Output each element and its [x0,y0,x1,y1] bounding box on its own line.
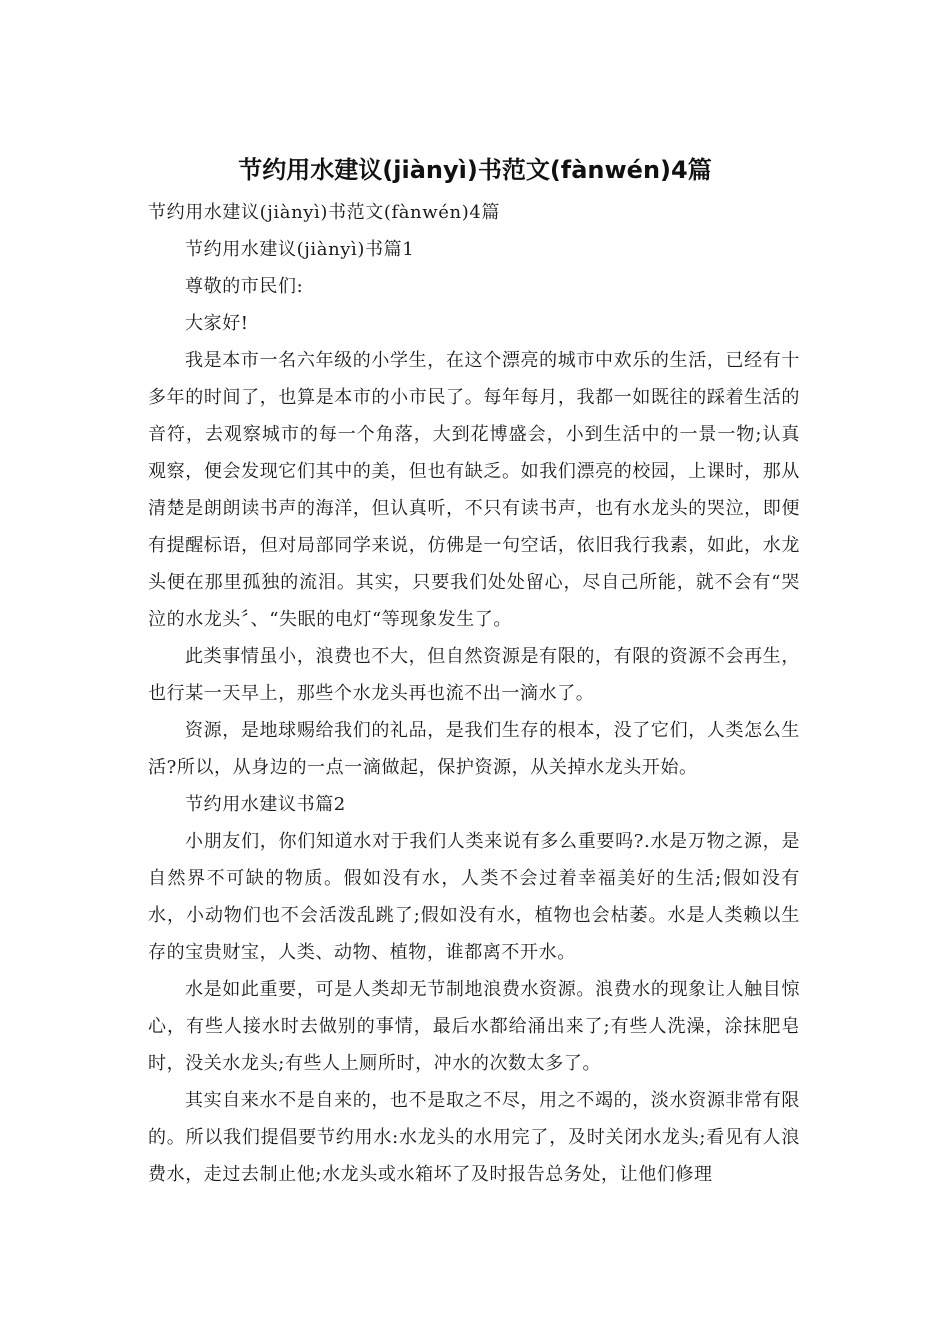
paragraph: 小朋友们，你们知道水对于我们人类来说有多么重要吗?.水是万物之源，是自然界不可缺的物质。假如没有水，人类不会过着幸福美好的生活;假如没有水，小动物们也不会活泼乱跳了;假如没有水，植物也会枯萎。水是人类赖以生存的宝贵财宝，人类、动物、植物，谁都离不开水。 [148,831,800,963]
paragraph: 我是本市一名六年级的小学生，在这个漂亮的城市中欢乐的生活，已经有十多年的时间了，也算是本市的小市民了。每年每月，我都一如既往的踩着生活的音符，去观察城市的每一个角落，大到花博盛会，小到生活中的一景一物;认真观察，便会发现它们其中的美，但也有缺乏。如我们漂亮的校园，上课时，那从清楚是朗朗读书声的海洋，但认真听，不只有读书声，也有水龙头的哭泣，即便有提醒标语，但对局部同学来说，仿佛是一句空话，依旧我行我素，如此，水龙头便在那里孤独的流泪。其实，只要我们处处留心，尽自己所能，就不会有“哭泣的水龙头〞、“失眠的电灯“等现象发生了。 [148,350,800,630]
paragraph: 资源，是地球赐给我们的礼品，是我们生存的根本，没了它们，人类怎么生活?所以，从身边的一点一滴做起，保护资源，从关掉水龙头开始。 [148,720,800,778]
section-heading-1: 节约用水建议(jiànyì)书篇1 [185,239,415,260]
paragraph: 其实自来水不是自来的，也不是取之不尽，用之不竭的，淡水资源非常有限的。所以我们提倡要节约用水:水龙头的水用完了，及时关闭水龙头;看见有人浪费水，走过去制止他;水龙头或水箱坏了及时报告总务处，让他们修理 [148,1090,800,1185]
paragraph: 此类事情虽小，浪费也不大，但自然资源是有限的，有限的资源不会再生，也行某一天早上，那些个水龙头再也流不出一滴水了。 [148,646,800,704]
salutation: 尊敬的市民们: [185,276,304,297]
paragraph: 水是如此重要，可是人类却无节制地浪费水资源。浪费水的现象让人触目惊心，有些人接水时去做别的事情，最后水都给涌出来了;有些人洗澡，涂抹肥皂时，没关水龙头;有些人上厕所时，冲水的次数太多了。 [148,979,800,1074]
section-heading-2: 节约用水建议书篇2 [185,794,346,815]
paragraph-subtitle: 节约用水建议(jiànyì)书范文(fànwén)4篇 [148,202,500,223]
greeting: 大家好! [185,313,249,334]
document-body [148,194,800,1193]
document-title: 节约用水建议(jiànyì)书范文(fànwén)4篇 [238,156,712,184]
